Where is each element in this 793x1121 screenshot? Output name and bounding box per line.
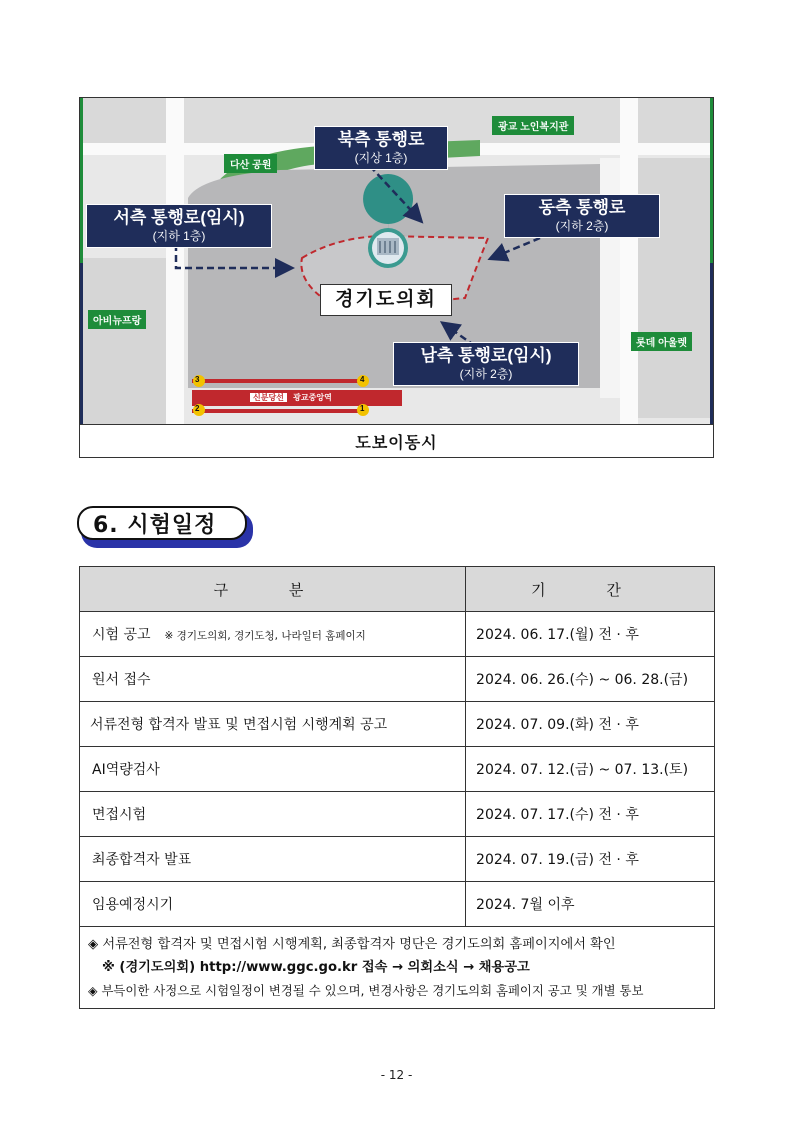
east-passage-floor: (지하 2층) — [555, 219, 609, 233]
row-item: 서류전형 합격자 발표 및 면접시험 시행계획 공고 — [80, 702, 466, 747]
table-row — [80, 882, 715, 927]
south-passage-box — [393, 342, 579, 386]
table-row — [80, 612, 715, 657]
row-period: 2024. 07. 19.(금) 전 · 후 — [466, 837, 715, 882]
table-row — [80, 702, 715, 747]
table-header-row — [80, 567, 715, 612]
header-item: 구 분 — [80, 567, 466, 612]
section-title: 6. 시험일정 — [77, 506, 247, 540]
notes-row — [80, 927, 715, 1009]
station-label — [250, 391, 332, 405]
page-number: - 12 - — [380, 1068, 413, 1082]
west-passage-title: 서측 통행로(임시) — [113, 208, 245, 227]
row-item — [80, 612, 466, 657]
west-passage-box — [86, 204, 272, 248]
header-period: 기 간 — [466, 567, 715, 612]
location-map — [80, 98, 713, 425]
exit-4: 4 — [360, 375, 365, 384]
council-label: 경기도의회 — [320, 284, 452, 316]
row-period: 2024. 07. 17.(수) 전 · 후 — [466, 792, 715, 837]
note-result-check: ◈ 서류전형 합격자 및 면접시험 시행계획, 최종합격자 명단은 경기도의회 홈페이지에서 확인 — [88, 937, 616, 952]
exit-1: 1 — [360, 404, 365, 413]
label-dasan-park: 다산 공원 — [224, 154, 277, 173]
east-passage-title: 동측 통행로 — [538, 198, 626, 217]
row-period: 2024. 06. 26.(수) ~ 06. 28.(금) — [466, 657, 715, 702]
notes-cell — [80, 927, 715, 1009]
exit-3: 3 — [195, 375, 200, 384]
label-lotte-outlet: 롯데 아울렛 — [631, 332, 692, 351]
row-item: 면접시험 — [80, 792, 466, 837]
label-senior-center: 광교 노인복지관 — [492, 116, 574, 135]
row-item-note: ※ 경기도의회, 경기도청, 나라일터 홈페이지 — [164, 630, 366, 642]
row-period: 2024. 07. 12.(금) ~ 07. 13.(토) — [466, 747, 715, 792]
table-row — [80, 792, 715, 837]
note-website-link: ※ (경기도의회) http://www.ggc.go.kr 접속 → 의회소식 → 채용공고 — [102, 960, 530, 975]
north-passage-floor: (지상 1층) — [354, 151, 408, 165]
note-schedule-change: ◈ 부득이한 사정으로 시험일정이 변경될 수 있으며, 변경사항은 경기도의회 홈페이지 공고 및 개별 통보 — [88, 983, 644, 998]
table-row — [80, 657, 715, 702]
row-period: 2024. 06. 17.(월) 전 · 후 — [466, 612, 715, 657]
exit-2: 2 — [195, 404, 200, 413]
location-map-figure — [79, 97, 714, 458]
west-passage-floor: (지하 1층) — [152, 229, 206, 243]
row-item-text: 시험 공고 — [92, 627, 151, 643]
row-item: 원서 접수 — [80, 657, 466, 702]
row-item: 임용예정시기 — [80, 882, 466, 927]
section-heading — [77, 506, 253, 544]
row-item: 최종합격자 발표 — [80, 837, 466, 882]
row-period: 2024. 7월 이후 — [466, 882, 715, 927]
table-row — [80, 747, 715, 792]
map-caption: 도보이동시 — [355, 432, 438, 452]
exam-schedule-table — [79, 566, 715, 1009]
table-row — [80, 837, 715, 882]
north-passage-title: 북측 통행로 — [337, 130, 425, 149]
label-avenue-france: 아비뉴프랑 — [88, 310, 146, 329]
row-item: AI역량검사 — [80, 747, 466, 792]
station-line: 신분당선 — [250, 393, 287, 402]
east-passage-box — [504, 194, 660, 238]
north-passage-box — [314, 126, 448, 170]
south-passage-floor: (지하 2층) — [459, 367, 513, 381]
row-period: 2024. 07. 09.(화) 전 · 후 — [466, 702, 715, 747]
station-name: 광교중앙역 — [293, 393, 332, 402]
south-passage-title: 남측 통행로(임시) — [420, 346, 552, 365]
